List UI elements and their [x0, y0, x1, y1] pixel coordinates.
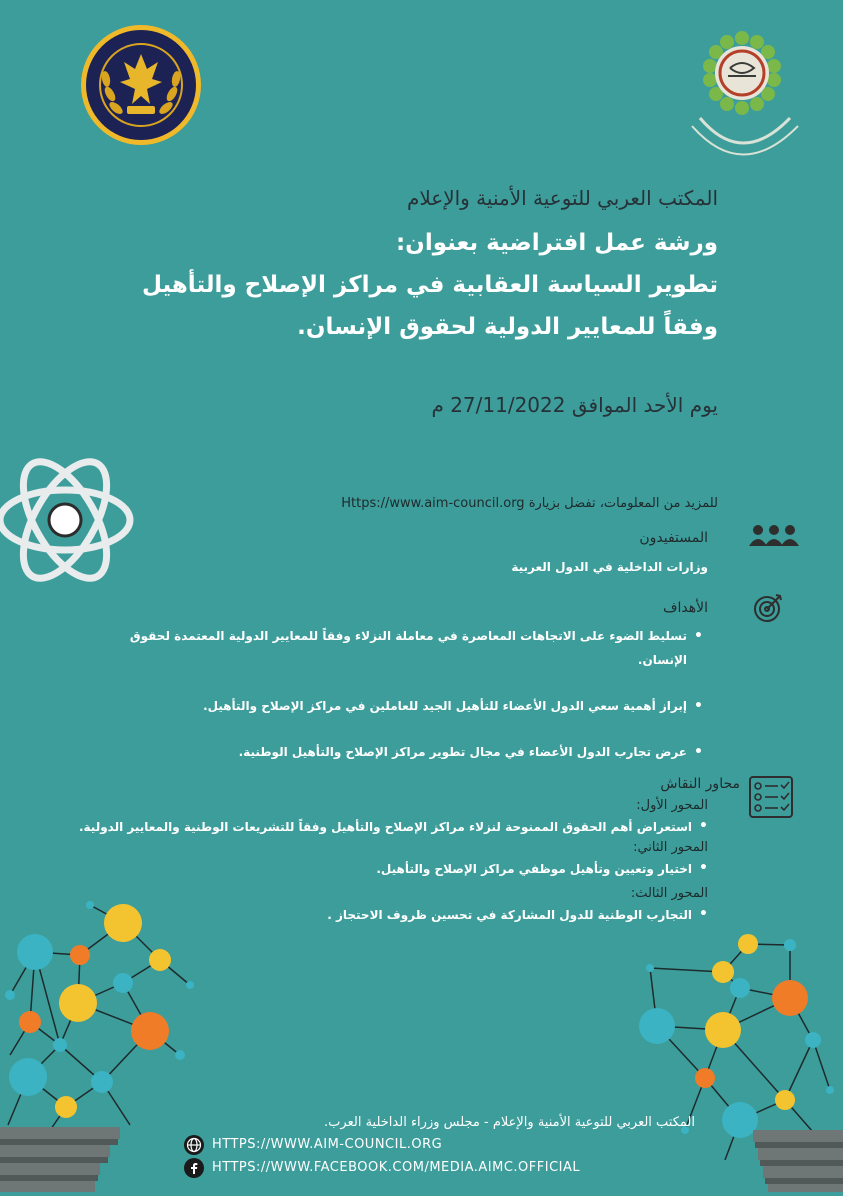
- atom-icon: [0, 435, 140, 605]
- axis-2-item: • اختيار وتعيين وتأهيل موظفي مراكز الإصلاح والتأهيل.: [376, 862, 708, 876]
- beneficiaries-text: وزارات الداخلية في الدول العربية: [511, 560, 708, 574]
- discussion-title: محاور النقاش: [660, 776, 740, 792]
- event-date: يوم الأحد الموافق 27/11/2022 م: [431, 393, 718, 417]
- network-icon: [625, 910, 843, 1192]
- more-info-link[interactable]: للمزيد من المعلومات، تفضل بزيارة Https://www.aim-council.org: [341, 496, 718, 511]
- axis-2-label: المحور الثاني:: [633, 840, 708, 855]
- objective-item: • تسليط الضوء على الاتجاهات المعاصرة في معاملة النزلاء وفقاً للمعايير الدولية المعتمدة لحقوق الإنسان.: [103, 624, 703, 672]
- workshop-title-line-2: تطوير السياسة العقابية في مراكز الإصلاح والتأهيل: [141, 272, 718, 298]
- objectives-list: [103, 624, 703, 764]
- objective-item: • إبراز أهمية سعي الدول الأعضاء للتأهيل الجيد للعاملين في مراكز الإصلاح والتأهيل.: [103, 694, 703, 718]
- people-group-icon: [748, 524, 800, 548]
- network-icon: [0, 895, 200, 1192]
- checklist-icon: [748, 775, 794, 819]
- footer-organization: المكتب العربي للتوعية الأمنية والإعلام - مجلس وزراء الداخلية العرب.: [324, 1115, 695, 1130]
- facebook-link[interactable]: HTTPS://WWW.FACEBOOK.COM/MEDIA.AIMC.OFFICIAL: [212, 1160, 581, 1175]
- facebook-icon: [184, 1158, 204, 1178]
- axis-3-item: • التجارب الوطنية للدول المشاركة في تحسين ظروف الاحتجاز .: [327, 908, 708, 922]
- egypt-emblem-logo: [80, 24, 202, 146]
- objectives-title: الأهداف: [662, 600, 708, 616]
- organization-title: المكتب العربي للتوعية الأمنية والإعلام: [406, 186, 718, 210]
- target-icon: [752, 592, 784, 624]
- website-link[interactable]: HTTPS://WWW.AIM-COUNCIL.ORG: [212, 1137, 443, 1152]
- beneficiaries-title: المستفيدون: [639, 530, 708, 546]
- axis-1-item: • استعراض أهم الحقوق الممنوحة لنزلاء مراكز الإصلاح والتأهيل وفقاً للتشريعات الوطنية والمعايير الدولية.: [79, 820, 708, 834]
- workshop-title-line-3: وفقاً للمعايير الدولية لحقوق الإنسان.: [297, 314, 718, 340]
- council-emblem-logo: [680, 18, 810, 178]
- objective-item: • عرض تجارب الدول الأعضاء في مجال تطوير مراكز الإصلاح والتأهيل الوطنية.: [103, 740, 703, 764]
- workshop-title-line-1: ورشة عمل افتراضية بعنوان:: [395, 230, 718, 256]
- axis-3-label: المحور الثالث:: [630, 886, 708, 901]
- globe-icon: [184, 1135, 204, 1155]
- axis-1-label: المحور الأول:: [636, 798, 708, 813]
